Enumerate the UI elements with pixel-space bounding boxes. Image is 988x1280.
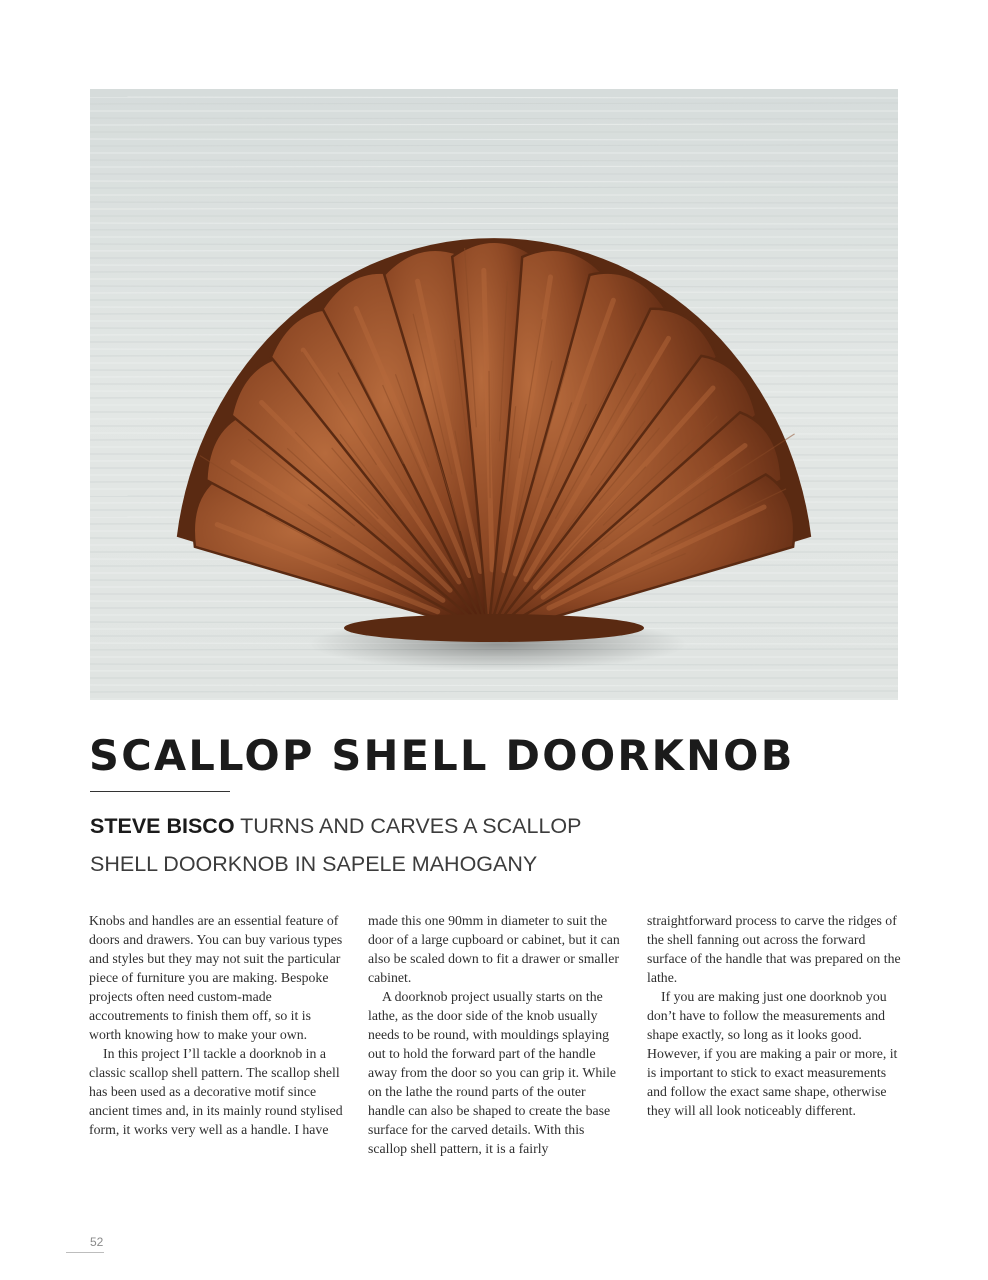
standfirst bbox=[90, 807, 710, 883]
paragraph: Knobs and handles are an essential feature of doors and drawers. You can buy various types and styles but they may not suit the particular piece of furniture you are making. Bespoke projects often need custom-made accoutrements to finish them off, so it is worth knowing how to make your own. bbox=[89, 913, 343, 1042]
page-number: 52 bbox=[90, 1235, 104, 1249]
paragraph: A doorknob project usually starts on the lathe, as the door side of the knob usually needs to be round, with mouldings splaying out to hold the forward part of the handle away from the door so you can grip it. While on the lathe the round parts of the outer handle can also be shaped to create the base surface for the carved details. With this scallop shell pattern, it is a fairly bbox=[368, 989, 617, 1156]
scallop-shell-image bbox=[90, 89, 898, 700]
title-divider bbox=[90, 791, 230, 792]
paragraph: straightforward process to carve the ridges of the shell fanning out across the forward surface of the handle that was prepared on the lathe. bbox=[647, 913, 901, 985]
body-column-2 bbox=[368, 911, 624, 1158]
standfirst-line-1: TURNS AND CARVES A SCALLOP bbox=[240, 814, 582, 838]
article-title: SCALLOP SHELL DOORKNOB bbox=[89, 731, 795, 780]
shell-hinge bbox=[344, 614, 644, 642]
paragraph: made this one 90mm in diameter to suit the door of a large cupboard or cabinet, but it can also be scaled down to fit a drawer or smaller cabinet. bbox=[368, 913, 620, 985]
page-number-rule bbox=[66, 1252, 104, 1253]
standfirst-line-2: SHELL DOORKNOB IN SAPELE MAHOGANY bbox=[90, 852, 538, 876]
author-name: STEVE BISCO bbox=[90, 814, 235, 838]
body-column-1 bbox=[89, 911, 345, 1139]
paragraph: In this project I’ll tackle a doorknob in a classic scallop shell pattern. The scallop shell has been used as a decorative motif since ancient times and, in its mainly round stylised form, it works very well as a handle. I have bbox=[89, 1046, 343, 1137]
body-column-3 bbox=[647, 911, 903, 1120]
paragraph: If you are making just one doorknob you don’t have to follow the measurements and shape exactly, so long as it looks good. However, if you are making a pair or more, it is important to stick to exact measurements and follow the exact same shape, otherwise they will all look noticeably different. bbox=[647, 989, 898, 1118]
scallop-shell-photo bbox=[90, 89, 898, 700]
